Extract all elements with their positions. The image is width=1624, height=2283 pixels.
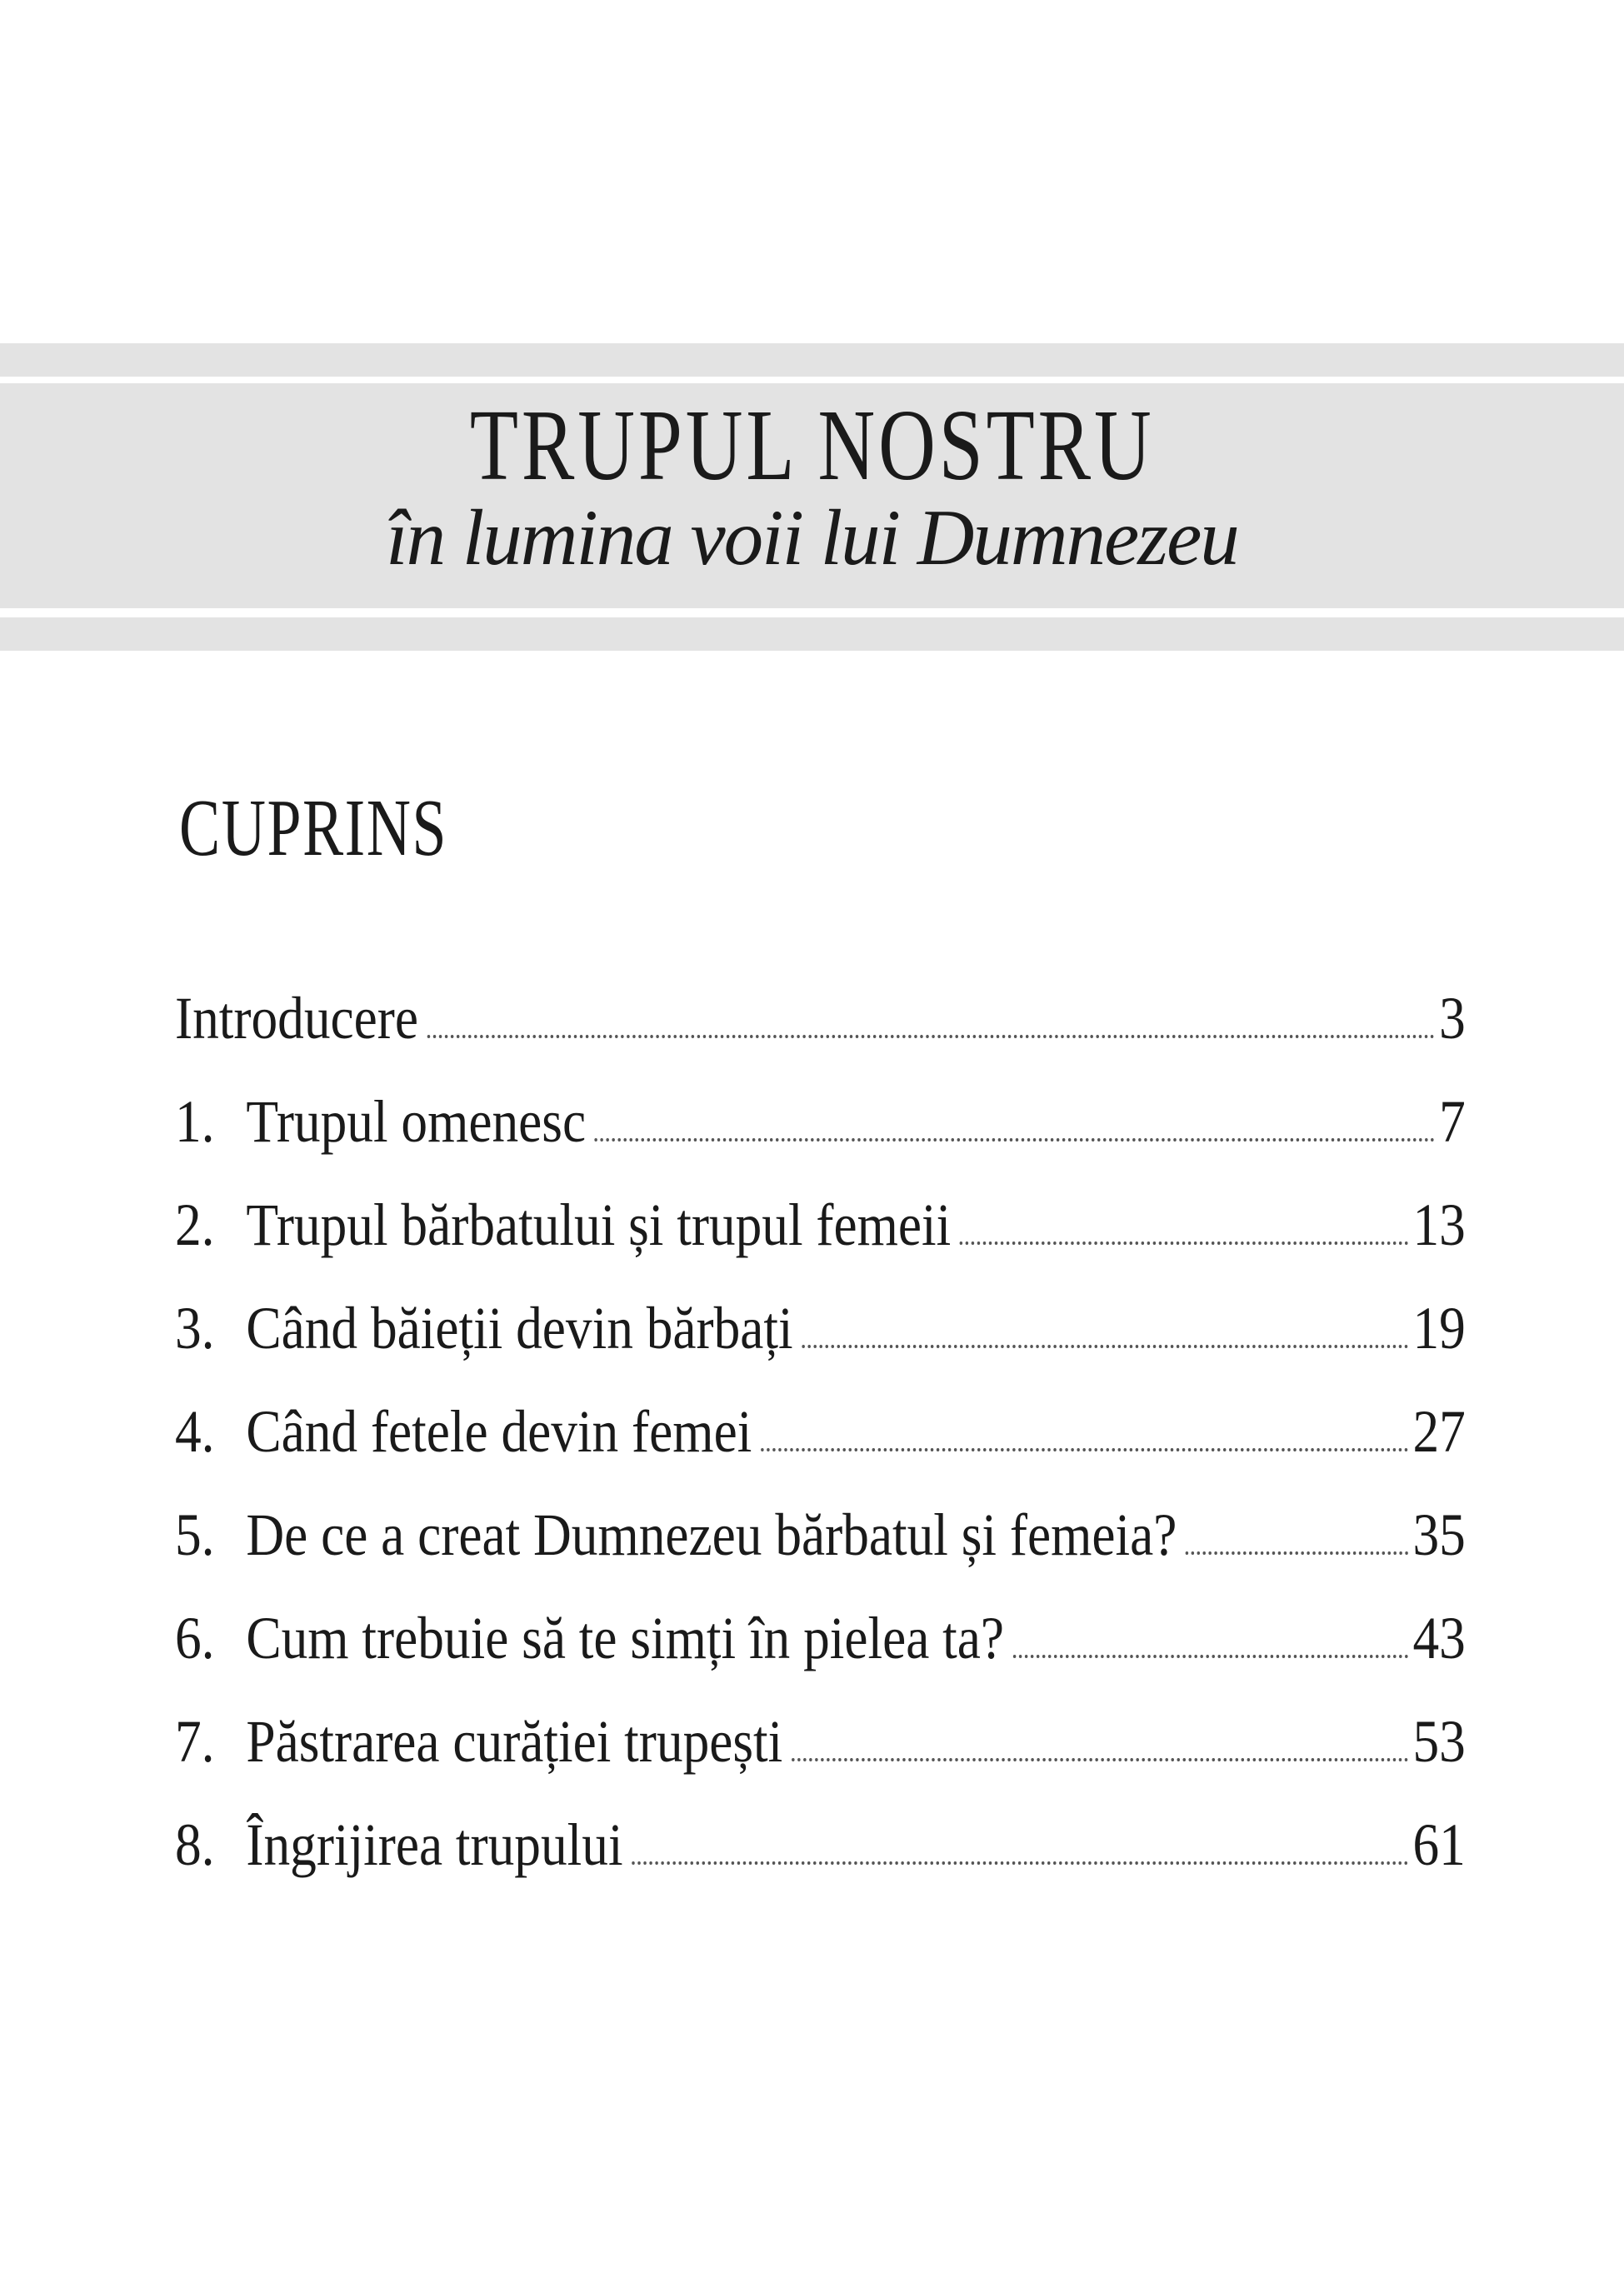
toc-entry-number: 5.	[175, 1501, 215, 1568]
toc-dotted-leader	[632, 1861, 1408, 1865]
toc-dotted-leader	[1013, 1655, 1409, 1658]
toc-entry-number: 8.	[175, 1811, 215, 1878]
toc-entry-title: De ce a creat Dumnezeu bărbatul și femeia?	[246, 1501, 1177, 1568]
toc-entry-page-number: 53	[1412, 1708, 1466, 1775]
header-band	[0, 383, 1624, 608]
toc-entry-title: Îngrijirea trupului	[246, 1811, 623, 1878]
toc-entry-title: Când băieții devin bărbați	[246, 1295, 793, 1361]
toc-entry-title: Cum trebuie să te simți în pielea ta?	[246, 1605, 1005, 1671]
toc-entry	[175, 1793, 1466, 1896]
toc-dotted-leader	[595, 1138, 1435, 1142]
toc-entry-page-number: 7	[1439, 1088, 1466, 1155]
toc-entry-number: 3.	[175, 1295, 215, 1361]
toc-entry	[175, 1173, 1466, 1276]
book-subtitle: în lumina voii lui Dumnezeu	[386, 493, 1238, 582]
toc-entry	[175, 1690, 1466, 1793]
toc-entry-page-number: 43	[1412, 1605, 1466, 1671]
toc-entry-number: 1.	[175, 1088, 215, 1155]
header-band-top-stripe	[0, 343, 1624, 377]
toc-entry-number: 7.	[175, 1708, 215, 1775]
contents-list	[175, 967, 1466, 1896]
toc-entry	[175, 1276, 1466, 1380]
toc-dotted-leader	[802, 1345, 1408, 1348]
toc-entry-page-number: 27	[1412, 1398, 1466, 1465]
toc-entry-number: 6.	[175, 1605, 215, 1671]
toc-entry-page-number: 61	[1412, 1811, 1466, 1878]
toc-dotted-leader	[761, 1448, 1408, 1451]
toc-entry-title: Trupul omenesc	[246, 1088, 587, 1155]
toc-entry-title: Când fetele devin femei	[246, 1398, 752, 1465]
toc-entry-title: Introducere	[175, 985, 418, 1052]
toc-entry	[175, 967, 1466, 1070]
toc-entry	[175, 1380, 1466, 1483]
toc-dotted-leader	[427, 1035, 1435, 1038]
toc-dotted-leader	[1186, 1551, 1408, 1555]
book-title: TRUPUL NOSTRU	[469, 389, 1155, 502]
toc-entry-title: Trupul bărbatului și trupul femeii	[246, 1191, 952, 1258]
toc-entry-page-number: 19	[1412, 1295, 1466, 1361]
toc-entry-number: 2.	[175, 1191, 215, 1258]
toc-entry	[175, 1483, 1466, 1586]
toc-entry-page-number: 13	[1412, 1191, 1466, 1258]
toc-entry-page-number: 35	[1412, 1501, 1466, 1568]
toc-entry-number: 4.	[175, 1398, 215, 1465]
toc-entry	[175, 1586, 1466, 1690]
header-band-bottom-stripe	[0, 617, 1624, 651]
toc-dotted-leader	[792, 1758, 1408, 1761]
toc-entry	[175, 1070, 1466, 1173]
contents-heading: CUPRINS	[179, 783, 448, 872]
toc-dotted-leader	[960, 1241, 1408, 1245]
toc-entry-title: Păstrarea curăției trupești	[246, 1708, 783, 1775]
toc-entry-page-number: 3	[1439, 985, 1466, 1052]
